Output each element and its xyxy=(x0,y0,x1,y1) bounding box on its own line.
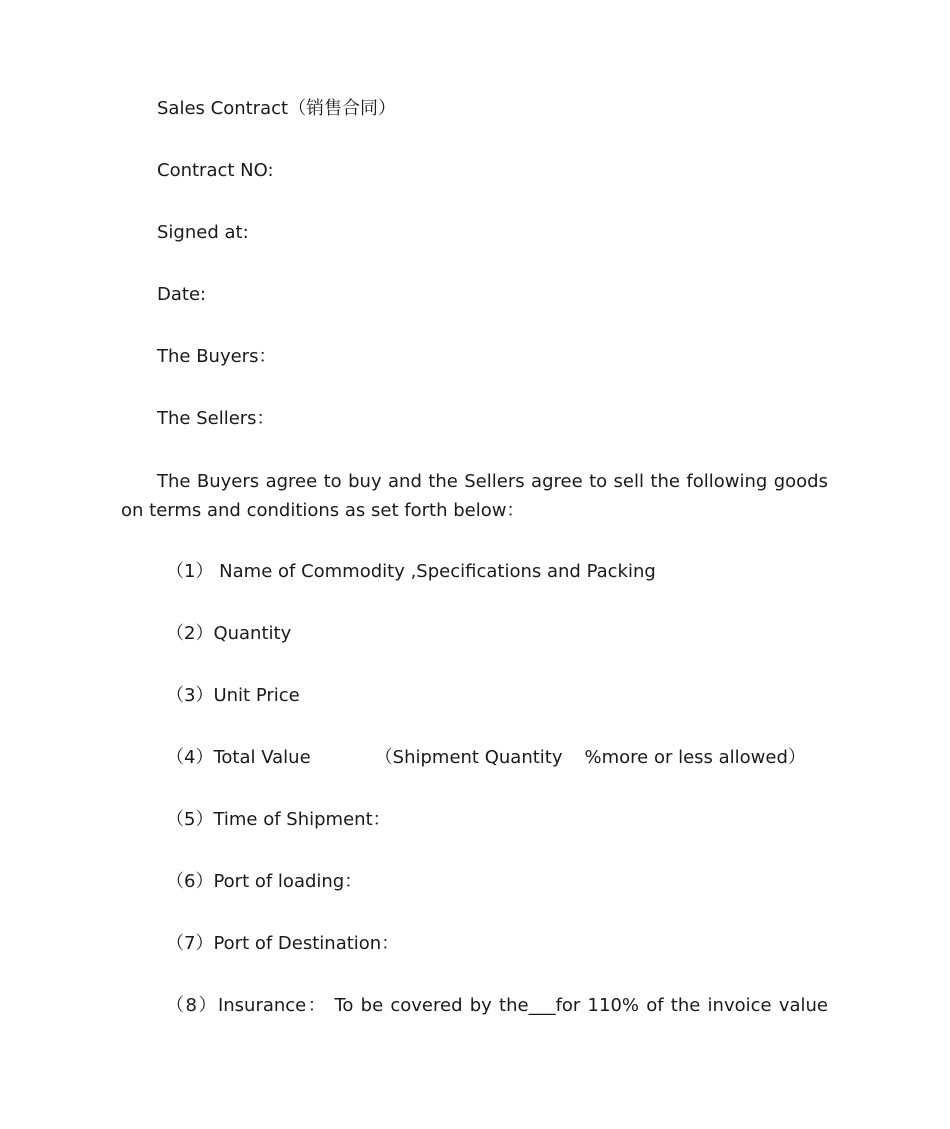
shipment-quantity-text: （Shipment Quantity xyxy=(374,747,563,768)
more-or-less-text: %more or less allowed） xyxy=(584,747,806,768)
item-total-value xyxy=(166,744,806,772)
item-time-of-shipment: （5）Time of Shipment： xyxy=(166,809,391,830)
contract-title: Sales Contract（销售合同） xyxy=(157,98,397,119)
total-value-label: （4）Total Value xyxy=(166,747,311,768)
item-insurance: （8）Insurance： To be covered by the___for 110% of the invoice value xyxy=(166,995,828,1016)
item-port-of-loading: （6）Port of loading： xyxy=(166,871,363,892)
agreement-paragraph: The Buyers agree to buy and the Sellers agree to sell the following goods on terms and conditions as set forth below： xyxy=(121,471,828,521)
sellers-label: The Sellers： xyxy=(157,408,275,429)
item-port-of-destination: （7）Port of Destination： xyxy=(166,933,400,954)
signed-at-label: Signed at: xyxy=(157,222,249,243)
contract-no-label: Contract NO: xyxy=(157,160,274,181)
date-label: Date: xyxy=(157,284,207,305)
item-quantity: （2）Quantity xyxy=(166,623,292,644)
buyers-label: The Buyers： xyxy=(157,346,277,367)
item-commodity: （1） Name of Commodity ,Specifications and Packing xyxy=(166,561,656,582)
item-unit-price: （3）Unit Price xyxy=(166,685,300,706)
